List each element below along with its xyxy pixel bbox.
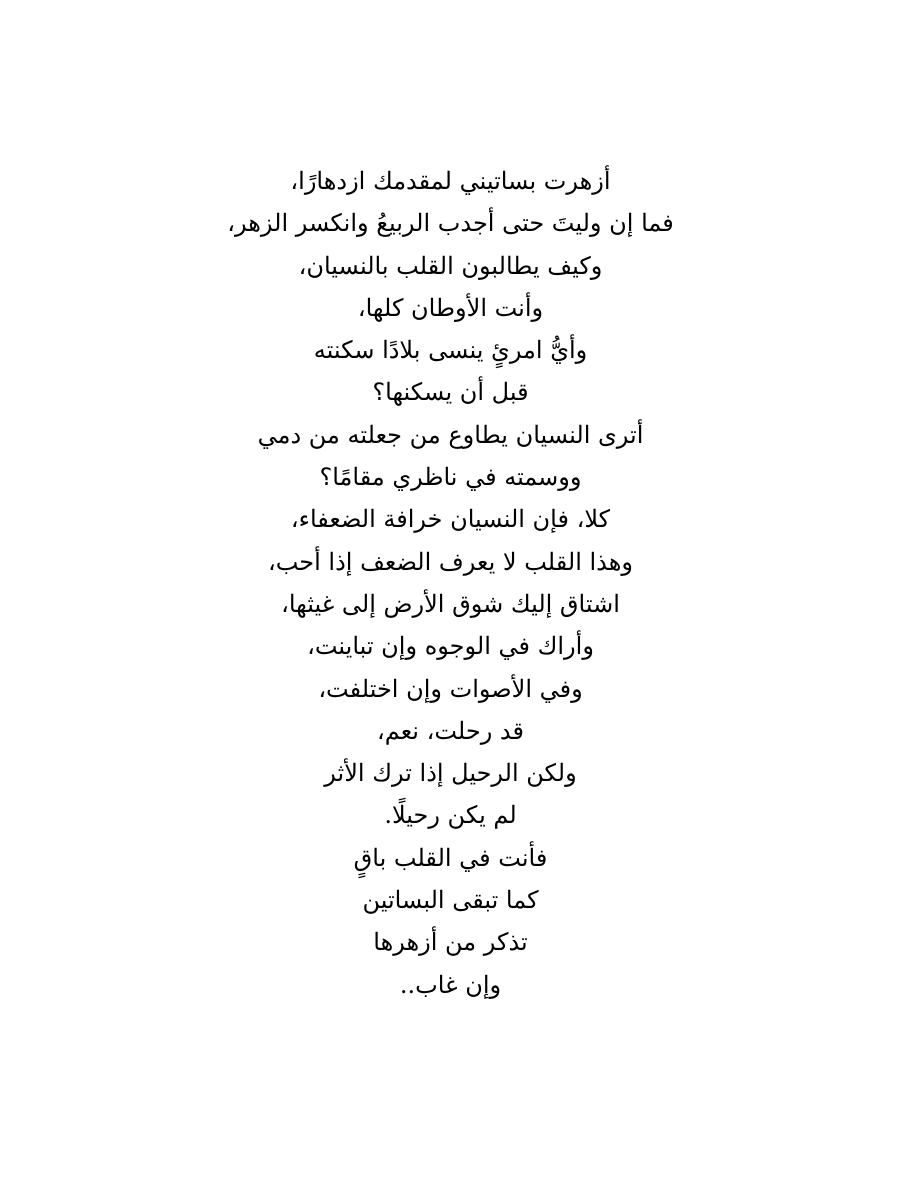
poem-line: قبل أن يسكنها؟ — [372, 378, 529, 407]
poem-line: وإن غاب.. — [399, 970, 502, 999]
poem-line: اشتاق إليك شوق الأرض إلى غيثها، — [281, 589, 620, 618]
poem-line: وهذا القلب لا يعرف الضعف إذا أحب، — [267, 547, 634, 576]
poem-line: كما تبقى البساتين — [362, 886, 539, 915]
poem-text — [0, 160, 901, 1006]
poem-line: فأنت في القلب باقٍ — [353, 843, 548, 872]
poem-line: كلا، فإن النسيان خرافة الضعفاء، — [290, 505, 611, 534]
poem-line: وأنت الأوطان كلها، — [357, 293, 544, 322]
poem-line: وأيُّ امرئٍ ينسى بلادًا سكنته — [313, 336, 588, 365]
poem-line: فما إن وليتَ حتى أجدب الربيعُ وانكسر الزهر، — [227, 209, 674, 238]
poem-line: تذكر من أزهرها — [373, 928, 528, 957]
poem-line: أزهرت بساتيني لمقدمك ازدهارًا، — [290, 167, 611, 195]
poem-line: ولكن الرحيل إذا ترك الأثر — [324, 759, 577, 788]
poem-line: لم يكن رحيلًا. — [384, 801, 517, 830]
poem-line: وكيف يطالبون القلب بالنسيان، — [298, 251, 603, 280]
poem-line: وأراك في الوجوه وإن تباينت، — [307, 632, 594, 661]
poem-line: ووسمته في ناظري مقامًا؟ — [319, 463, 582, 492]
poem-line: أترى النسيان يطاوع من جعلته من دمي — [257, 420, 644, 449]
poem-line: قد رحلت، نعم، — [377, 716, 524, 745]
poem-line: وفي الأصوات وإن اختلفت، — [318, 674, 583, 703]
